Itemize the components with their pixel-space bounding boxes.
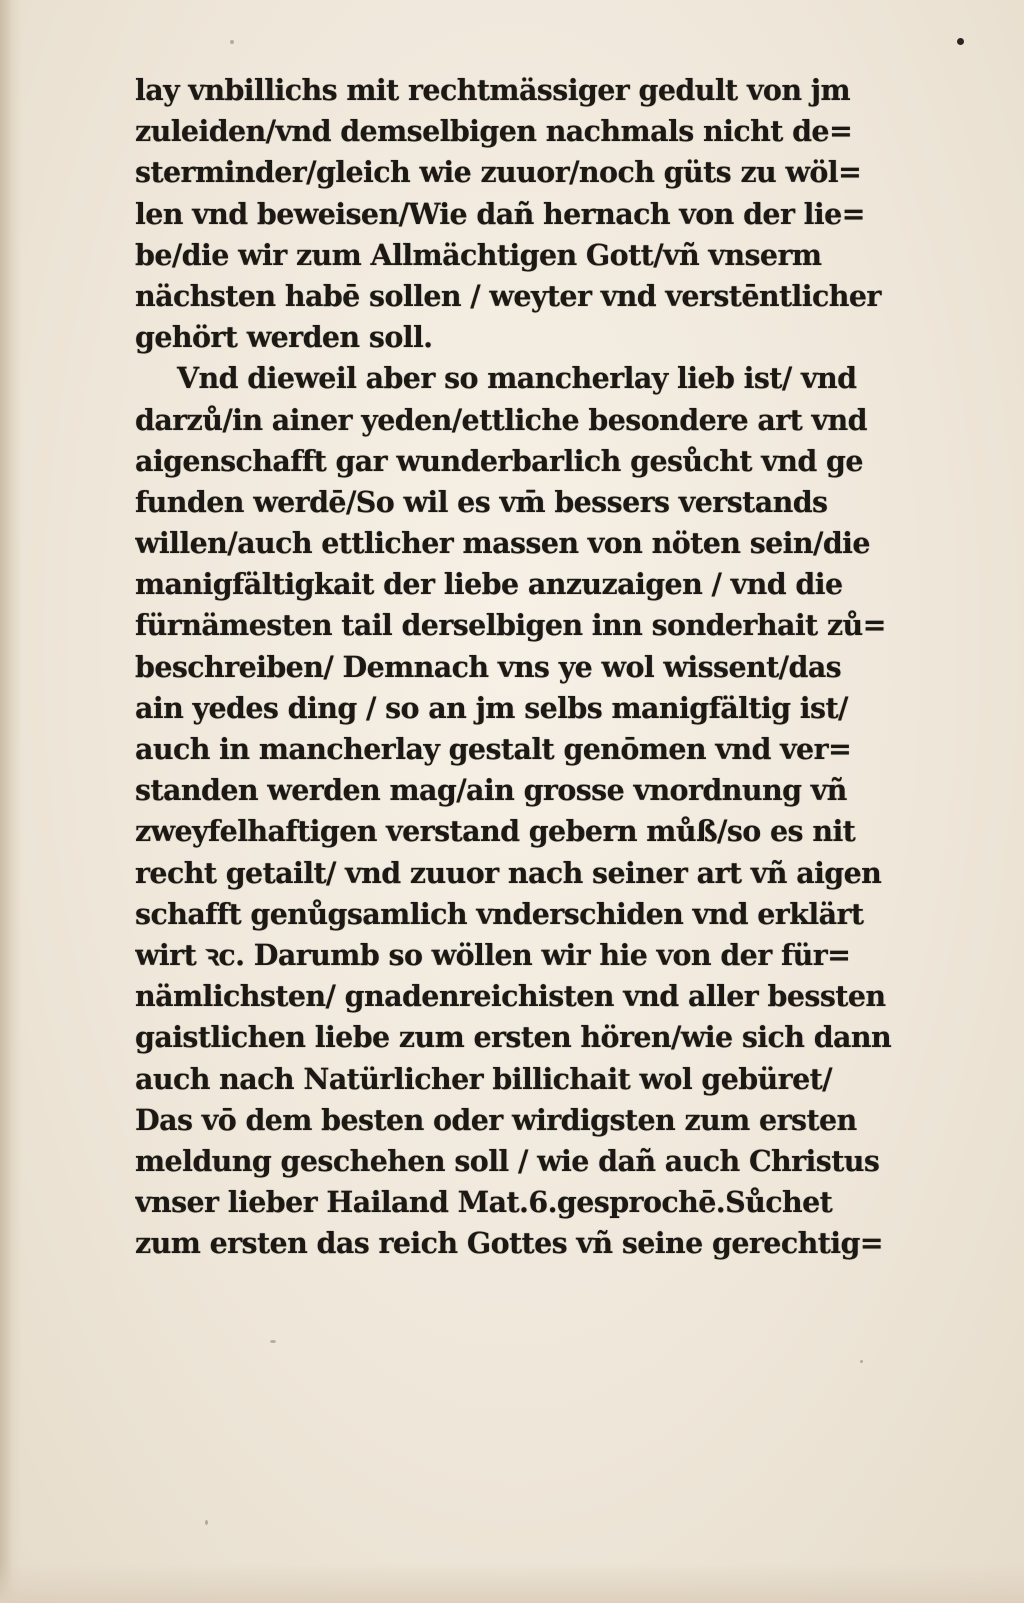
paper-speck (270, 1340, 276, 1343)
text-line: auch nach Natürlicher billichait wol gebüret/ (135, 1061, 832, 1096)
paper-speck (860, 1360, 863, 1363)
page-bottom-shade (0, 1563, 1024, 1603)
text-line: be/die wir zum Allmächtigen Gott/vñ vnserm (135, 237, 822, 272)
text-line: auch in mancherlay gestalt genōmen vnd ver= (135, 732, 852, 766)
text-line: meldung geschehen soll / wie dañ auch Christus (135, 1143, 880, 1178)
text-line: nämlichsten/ gnadenreichisten vnd aller bessten (135, 979, 886, 1014)
text-line: gaistlichen liebe zum ersten hören/wie sich dann (135, 1020, 892, 1055)
text-line: zweyfelhaftigen verstand gebern můß/so es nit (135, 814, 856, 849)
text-line: aigenschafft gar wunderbarlich gesůcht vnd ge (135, 443, 863, 478)
text-line: zuleiden/vnd demselbigen nachmals nicht de= (135, 114, 853, 149)
text-line: lay vnbillichs mit rechtmässiger gedult von jm (135, 73, 851, 107)
text-line: nächsten habē sollen / weyter vnd verstēntlicher (135, 278, 881, 313)
text-line: zum ersten das reich Gottes vñ seine gerechtig= (135, 1226, 884, 1261)
text-line: willen/auch ettlicher massen von nöten sein/die (135, 526, 870, 561)
paragraph-first-line: Vnd dieweil aber so mancherlay lieb ist/ vnd (177, 361, 857, 396)
paper-speck (205, 1520, 208, 1525)
text-line: Das vō dem besten oder wirdigsten zum ersten (135, 1102, 857, 1137)
text-line: recht getailt/ vnd zuuor nach seiner art vñ aigen (135, 855, 882, 890)
text-line: schafft genůgsamlich vnderschiden vnd erklärt (135, 896, 864, 931)
text-line: wirt ꝛc. Darumb so wöllen wir hie von der für= (135, 937, 851, 972)
text-line: len vnd beweisen/Wie dañ hernach von der lie= (135, 196, 865, 231)
ink-dot (957, 38, 964, 45)
text-line: beschreiben/ Demnach vns ye wol wissent/das (135, 649, 842, 684)
text-line: darzů/in ainer yeden/ettliche besondere art vnd (135, 402, 867, 437)
text-line: funden werdē/So wil es vm̄ bessers verstands (135, 484, 828, 519)
text-line: standen werden mag/ain grosse vnordnung vñ (135, 773, 847, 808)
text-line: fürnämesten tail derselbigen inn sonderhait zů= (135, 608, 886, 643)
text-line: vnser lieber Hailand Mat.6.gesprochē.Sůchet (135, 1185, 833, 1220)
text-line: gehört werden soll. (135, 320, 433, 355)
page-gutter-shadow (0, 0, 22, 1603)
paper-speck (230, 40, 234, 44)
text-line: manigfältigkait der liebe anzuzaigen / vnd die (135, 567, 843, 602)
text-line: sterminder/gleich wie zuuor/noch güts zu wöl= (135, 155, 862, 190)
blackletter-text-block (135, 70, 935, 1264)
text-line: ain yedes ding / so an jm selbs manigfältig ist/ (135, 690, 848, 725)
